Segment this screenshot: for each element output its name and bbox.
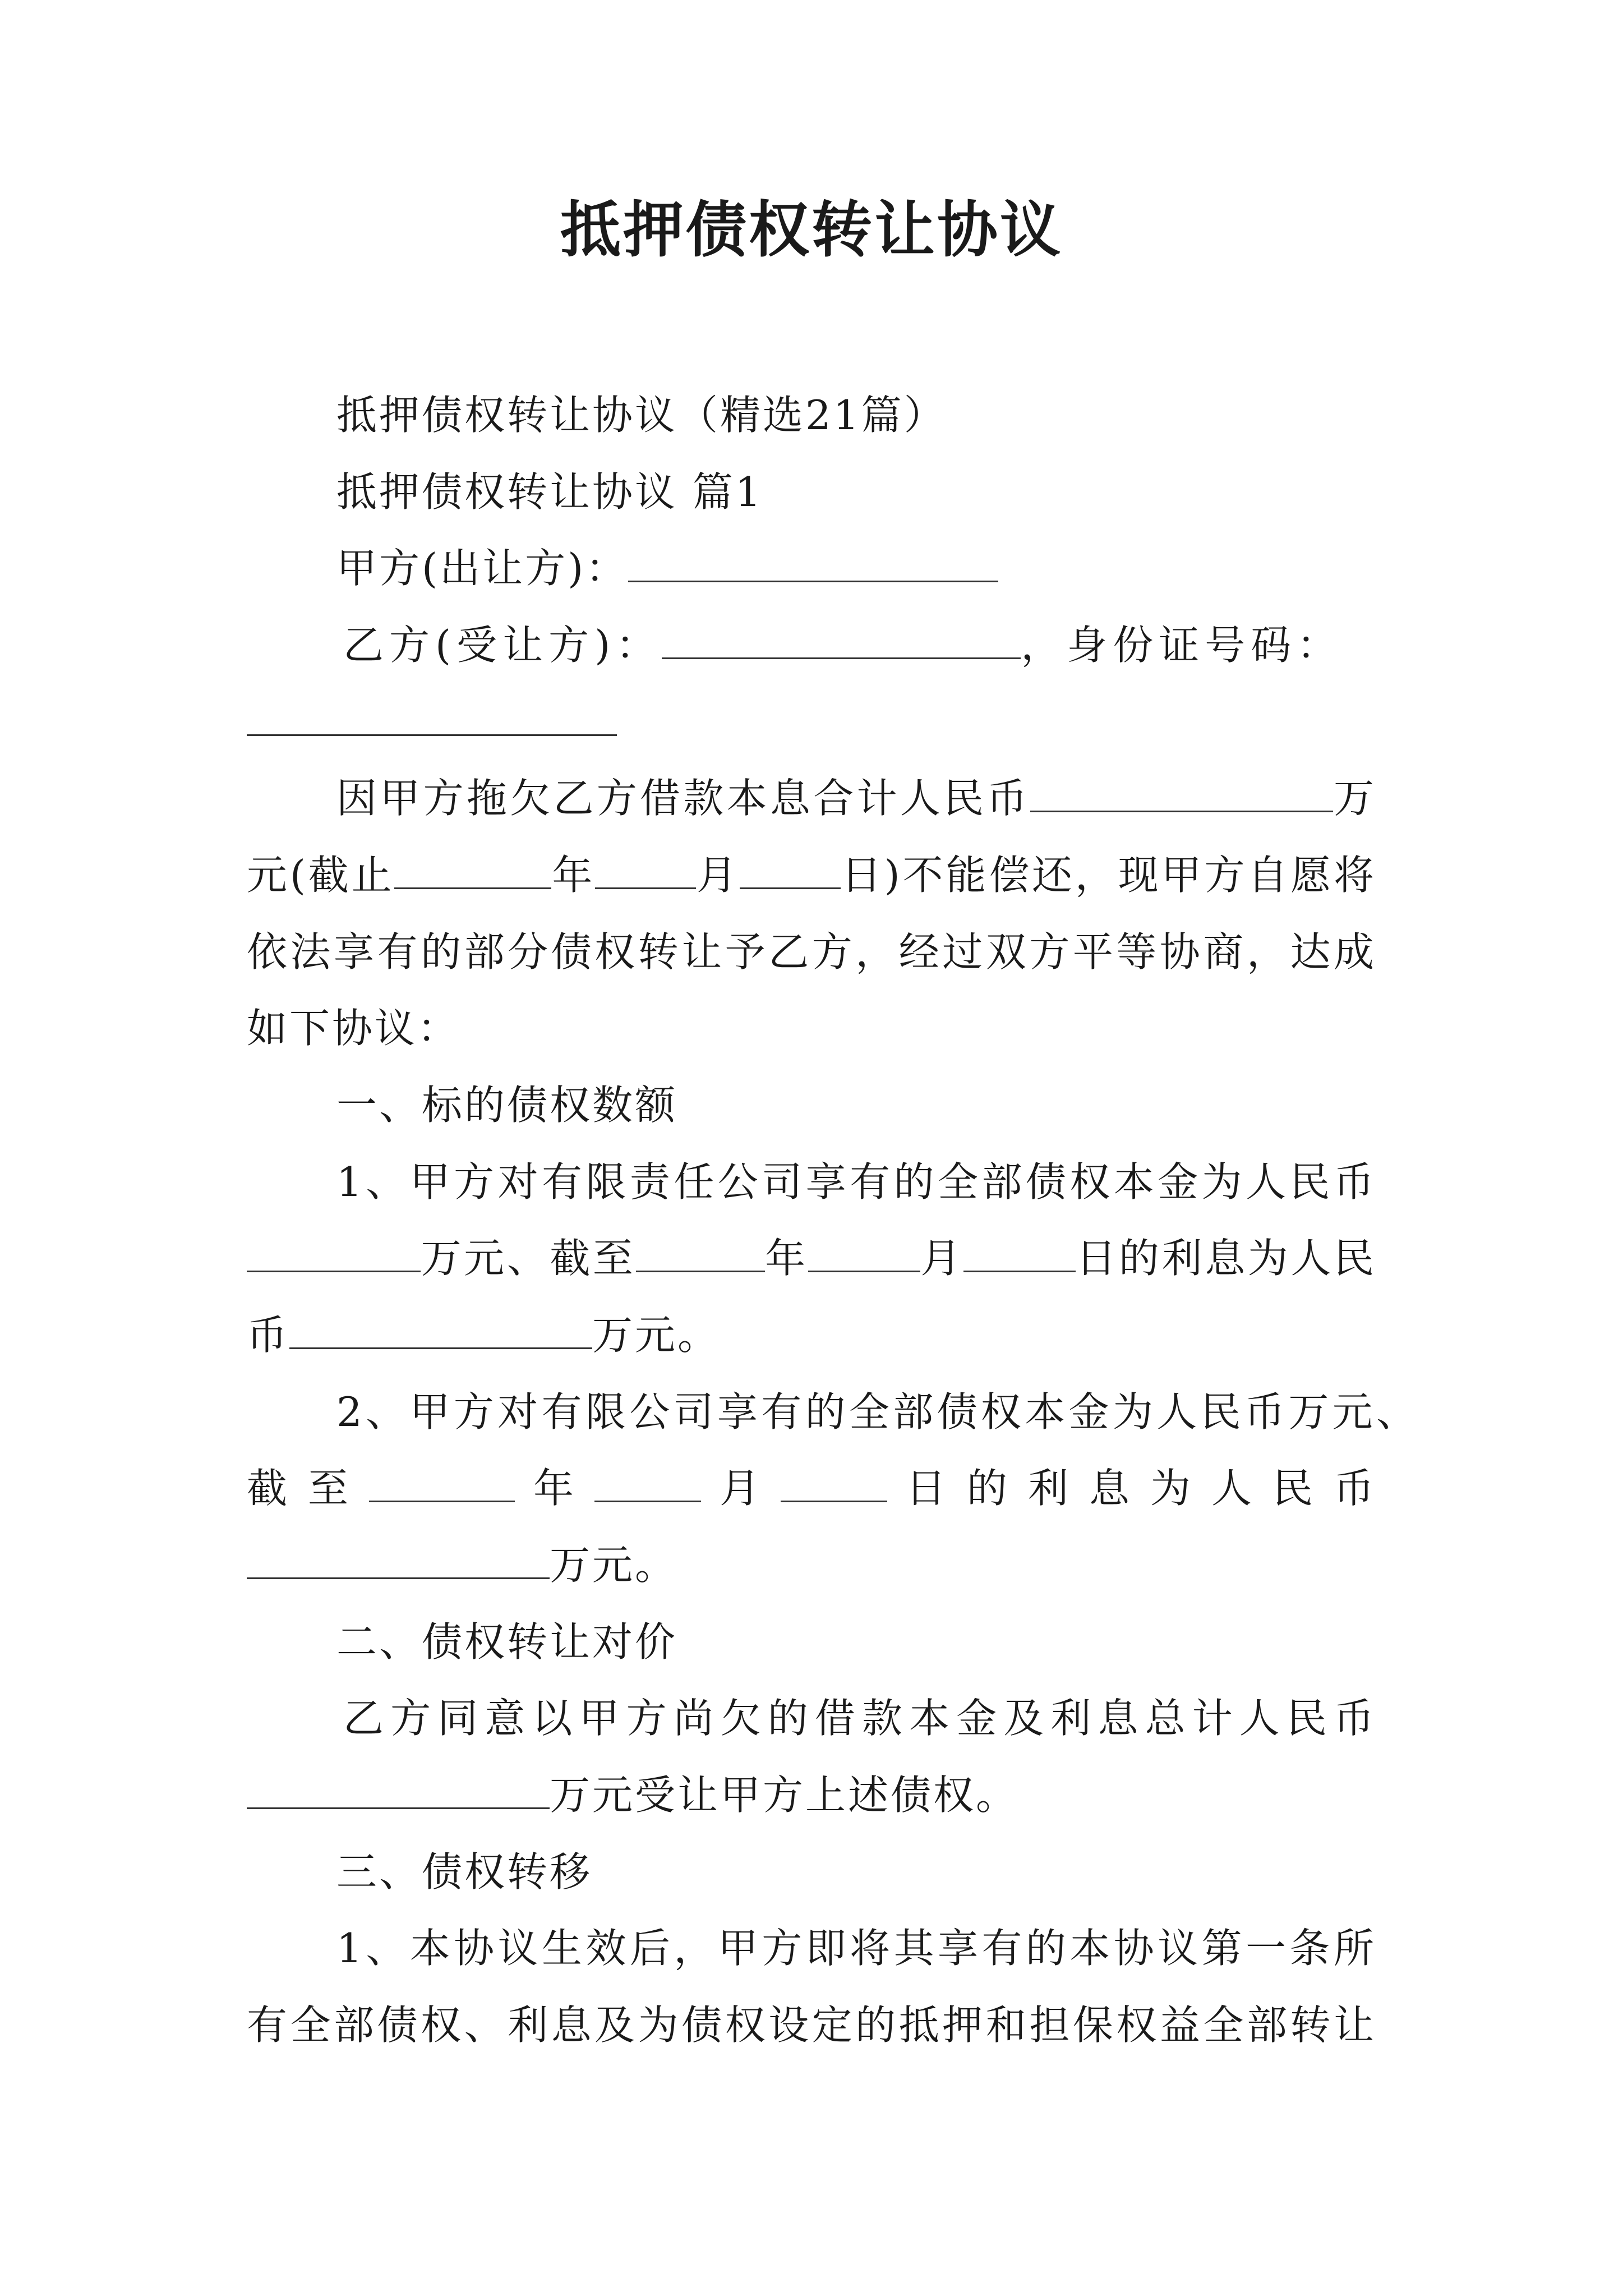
principal-blank bbox=[247, 1237, 421, 1272]
day-blank bbox=[963, 1237, 1076, 1272]
text-span: 万元。 bbox=[592, 1312, 721, 1359]
text-span: 月 bbox=[701, 1465, 781, 1512]
text-span: 日的利息为人民 bbox=[1075, 1235, 1376, 1282]
paragraph-1-line-2 bbox=[247, 847, 1376, 903]
section-heading-article-1: 抵押债权转让协议 篇1 bbox=[336, 468, 763, 516]
paragraph-1-line-3: 依法享有的部分债权转让予乙方，经过双方平等协商，达成 bbox=[247, 928, 1376, 976]
heading-section-1: 一、标的债权数额 bbox=[336, 1082, 678, 1129]
text-span: 元(截止 bbox=[247, 852, 395, 899]
month-blank bbox=[594, 1467, 701, 1502]
clause-1-1-line-1: 1、甲方对有限责任公司享有的全部债权本金为人民币 bbox=[336, 1158, 1376, 1205]
clause-1-2-line-1: 2、甲方对有限公司享有的全部债权本金为人民币万元、 bbox=[336, 1388, 1419, 1435]
id-number-label: ，身份证号码： bbox=[1021, 622, 1343, 669]
party-b-label: 乙方(受让方)： bbox=[343, 622, 662, 669]
price-blank bbox=[247, 1774, 550, 1809]
text-span: 万 bbox=[1332, 775, 1376, 822]
party-a-line bbox=[336, 540, 998, 596]
text-span: 万元。 bbox=[550, 1542, 678, 1589]
heading-section-3: 三、债权转移 bbox=[336, 1848, 593, 1895]
text-span: 日)不能偿还，现甲方自愿将 bbox=[840, 852, 1376, 899]
text-span: 年 bbox=[764, 1235, 808, 1282]
paragraph-1-line-4: 如下协议： bbox=[247, 1005, 460, 1052]
year-blank bbox=[636, 1237, 765, 1272]
clause-3-1-line-1: 1、本协议生效后，甲方即将其享有的本协议第一条所 bbox=[336, 1925, 1376, 1972]
clause-1-1-line-2 bbox=[247, 1230, 1376, 1286]
paragraph-1-line-1 bbox=[336, 770, 1376, 826]
year-blank bbox=[369, 1467, 515, 1502]
clause-1-2-line-3 bbox=[247, 1537, 677, 1593]
text-span: 年 bbox=[515, 1465, 594, 1512]
day-blank bbox=[740, 854, 841, 889]
amount-blank bbox=[1030, 777, 1333, 812]
party-a-label: 甲方(出让方)： bbox=[336, 545, 629, 592]
text-span: 币 bbox=[247, 1312, 290, 1359]
party-a-blank bbox=[628, 547, 998, 582]
text-span: 日的利息为人民币 bbox=[887, 1465, 1376, 1512]
subtitle-selection: 抵押债权转让协议（精选21篇） bbox=[336, 392, 947, 439]
interest-blank bbox=[289, 1314, 592, 1349]
interest-blank bbox=[247, 1544, 550, 1579]
clause-3-1-line-2: 有全部债权、利息及为债权设定的抵押和担保权益全部转让 bbox=[247, 2001, 1376, 2049]
party-b-line bbox=[343, 617, 1343, 673]
text-span: 月 bbox=[696, 852, 740, 899]
id-number-line bbox=[247, 694, 617, 750]
day-blank bbox=[781, 1467, 887, 1502]
section-2-line-2 bbox=[247, 1767, 1018, 1823]
heading-section-2: 二、债权转让对价 bbox=[336, 1618, 678, 1665]
year-blank bbox=[394, 854, 551, 889]
id-number-blank bbox=[247, 701, 617, 736]
text-span: 截至 bbox=[247, 1465, 369, 1512]
text-span: 万元受让甲方上述债权。 bbox=[550, 1772, 1019, 1819]
document-title: 抵押债权转让协议 bbox=[560, 195, 1063, 265]
text-span: 因甲方拖欠乙方借款本息合计人民币 bbox=[336, 775, 1030, 822]
text-span: 月 bbox=[920, 1235, 963, 1282]
clause-1-1-line-3 bbox=[247, 1307, 720, 1363]
text-span: 年 bbox=[551, 852, 596, 899]
clause-1-2-line-2 bbox=[247, 1460, 1376, 1516]
party-b-blank bbox=[662, 624, 1021, 659]
section-2-line-1: 乙方同意以甲方尚欠的借款本金及利息总计人民币 bbox=[343, 1695, 1376, 1742]
text-span: 万元、截至 bbox=[421, 1235, 636, 1282]
month-blank bbox=[808, 1237, 920, 1272]
month-blank bbox=[595, 854, 696, 889]
